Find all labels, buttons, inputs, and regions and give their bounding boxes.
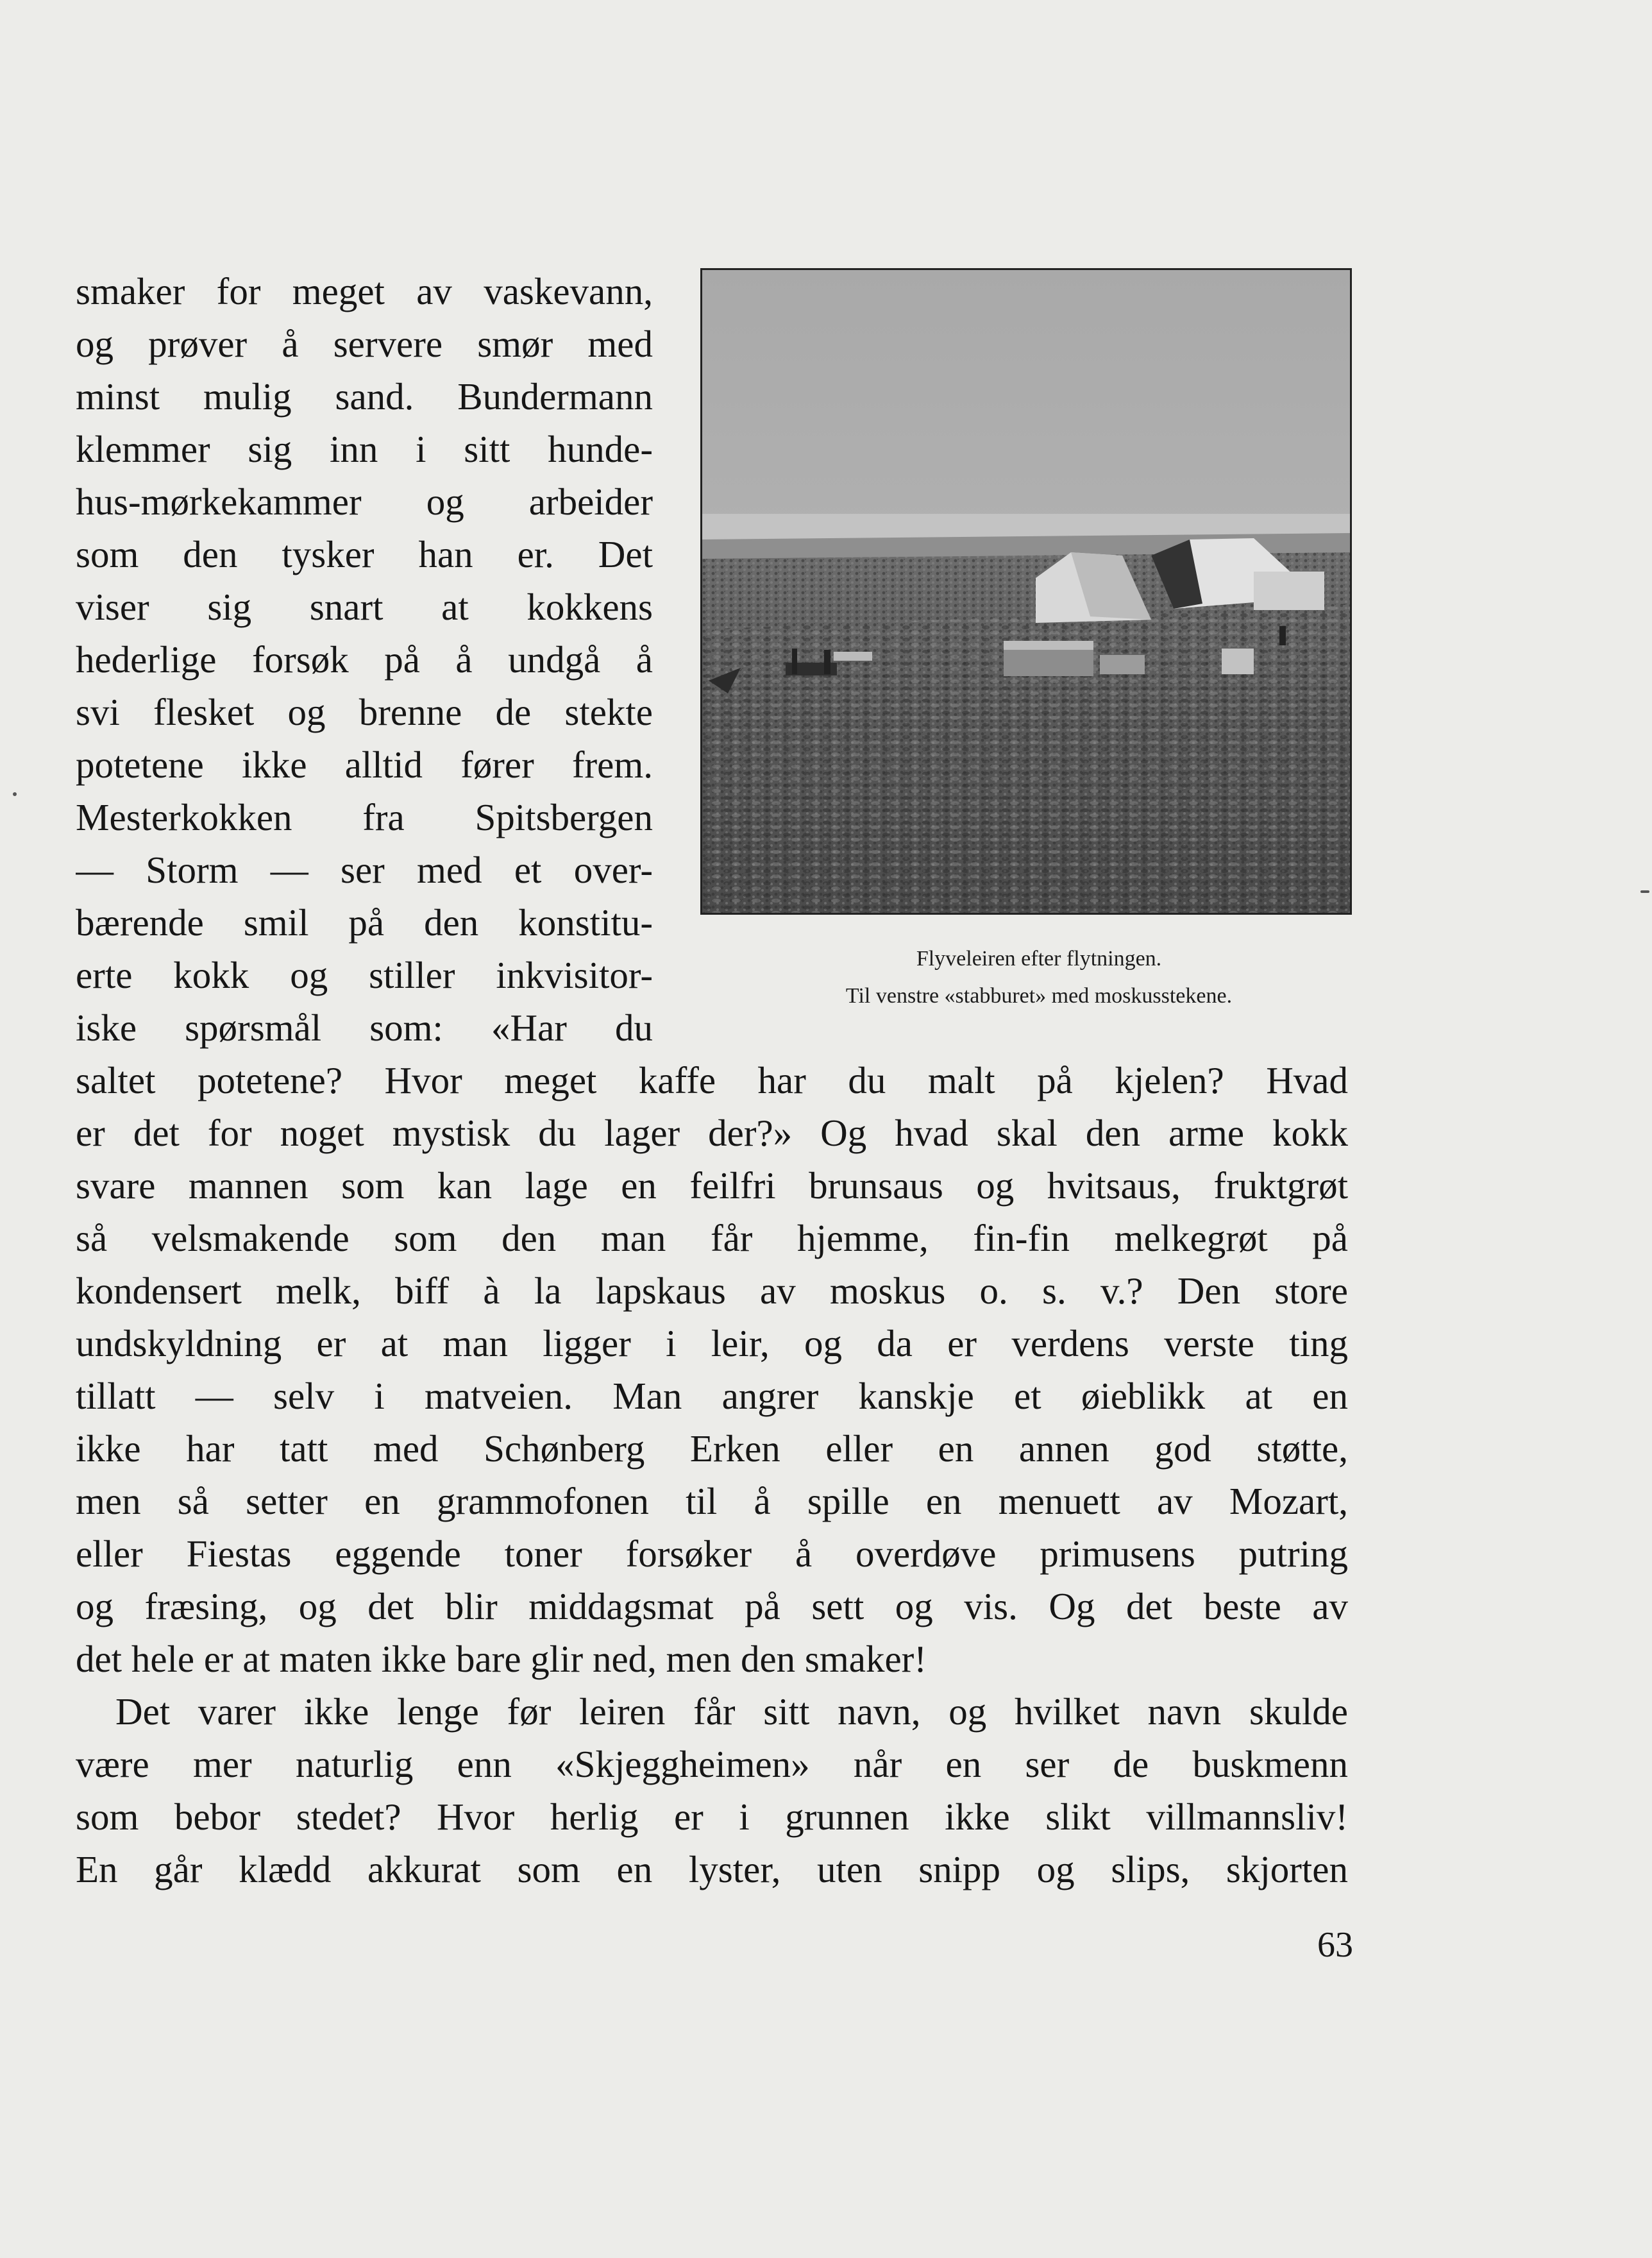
body-text-line: ikke har tatt med Schønberg Erken eller en annen god støtte, <box>76 1427 1348 1470</box>
body-text-line: og prøver å servere smør med <box>76 323 653 365</box>
camp-photograph <box>700 268 1352 915</box>
body-text-line: men så setter en grammofonen til å spille en menuett av Mozart, <box>76 1480 1348 1522</box>
body-text-line: viser sig snart at kokkens <box>76 586 653 628</box>
body-text-line: bærende smil på den konstitu- <box>76 901 653 944</box>
body-text-line: erte kokk og stiller inkvisitor- <box>76 954 653 996</box>
body-text-line: saltet potetene? Hvor meget kaffe har du malt på kjelen? Hvad <box>76 1059 1348 1101</box>
body-text-line: kondensert melk, biff à la lapskaus av moskus o. s. v.? Den store <box>76 1269 1348 1312</box>
body-text-line: iske spørsmål som: «Har du <box>76 1006 653 1049</box>
body-text-line: være mer naturlig enn «Skjeggheimen» når en ser de buskmenn <box>76 1743 1348 1785</box>
page-number: 63 <box>1317 1925 1353 1965</box>
print-speck <box>1640 890 1649 893</box>
body-text-line: eller Fiestas eggende toner forsøker å overdøve primusens putring <box>76 1532 1348 1575</box>
body-text-line: hus-mørkekammer og arbeider <box>76 480 653 523</box>
photo-caption: Flyveleiren efter flytningen. <box>916 947 1162 971</box>
body-text-line: undskyldning er at man ligger i leir, og da er verdens verste ting <box>76 1322 1348 1364</box>
body-text-line: det hele er at maten ikke bare glir ned, men den smaker! <box>76 1638 927 1680</box>
body-text-line: — Storm — ser med et over- <box>76 849 653 891</box>
body-text-line: Det varer ikke lenge før leiren får sitt navn, og hvilket navn skulde <box>115 1690 1348 1733</box>
body-text-line: minst mulig sand. Bundermann <box>76 375 653 418</box>
body-text-line: svi flesket og brenne de stekte <box>76 691 653 733</box>
camp-photograph-image <box>702 270 1350 913</box>
body-text-line: er det for noget mystisk du lager der?» Og hvad skal den arme kokk <box>76 1112 1348 1154</box>
body-text-line: svare mannen som kan lage en feilfri brunsaus og hvitsaus, fruktgrøt <box>76 1164 1348 1207</box>
photo-caption: Til venstre «stabburet» med moskusstekene. <box>845 984 1233 1008</box>
body-text-line: og fræsing, og det blir middagsmat på sett og vis. Og det beste av <box>76 1585 1348 1627</box>
print-speck <box>13 792 17 796</box>
body-text-line: hederlige forsøk på å undgå å <box>76 638 653 681</box>
body-text-line: som den tysker han er. Det <box>76 533 653 575</box>
body-text-line: smaker for meget av vaskevann, <box>76 270 653 312</box>
body-text-line: potetene ikke alltid fører frem. <box>76 743 653 786</box>
body-text-line: klemmer sig inn i sitt hunde- <box>76 428 653 470</box>
body-text-line: som bebor stedet? Hvor herlig er i grunnen ikke slikt villmannsliv! <box>76 1795 1348 1838</box>
body-text-line: så velsmakende som den man får hjemme, fin-fin melkegrøt på <box>76 1217 1348 1259</box>
body-text-line: Mesterkokken fra Spitsbergen <box>76 796 653 838</box>
body-text-line: tillatt — selv i matveien. Man angrer kanskje et øieblikk at en <box>76 1375 1348 1417</box>
body-text-line: En går klædd akkurat som en lyster, uten snipp og slips, skjorten <box>76 1848 1348 1890</box>
